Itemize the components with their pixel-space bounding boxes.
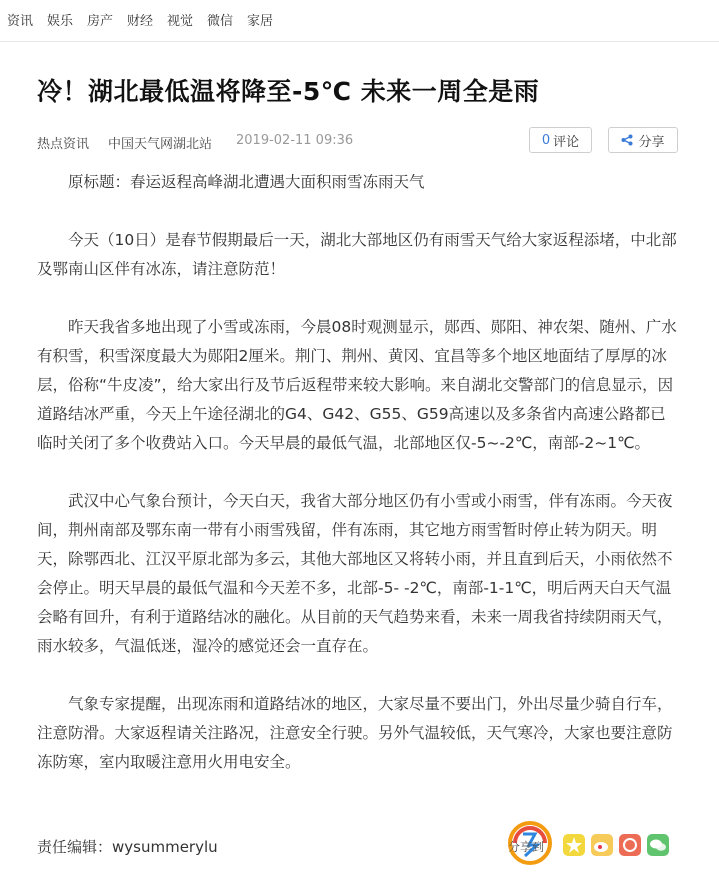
weibo-icon[interactable] [591,834,613,856]
share-label: 分享 [638,134,665,150]
article-source[interactable]: 中国天气网湖北站 [108,137,213,152]
share-button[interactable] [608,127,678,153]
paragraph-original-title: 原标题：春运返程高峰湖北遭遇大面积雨雪冻雨天气 [68,173,425,191]
responsible-editor: 责任编辑：wysummerylu [37,838,218,856]
article-date: 2019-02-11 09:36 [236,133,354,148]
article-body [37,168,679,806]
nav-item-entertainment[interactable]: 娱乐 [47,14,74,29]
share-icon [621,134,633,146]
paragraph: 气象专家提醒，出现冻雨和道路结冰的地区，大家尽量不要出门，外出尽量少骑自行车，注意防滑。大家返程请关注路况，注意安全行驶。另外气温较低，天气寒冷，大家也要注意防冻防寒，室内取暖注意用火用电安全。 [37,695,673,771]
top-nav [0,0,719,42]
paragraph: 今天（10日）是春节假期最后一天，湖北大部地区仍有雨雪天气给大家返程添堵，中北部及鄂南山区伴有冰冻，请注意防范！ [37,231,677,278]
comment-button[interactable] [529,127,592,153]
nav-item-finance[interactable]: 财经 [127,14,154,29]
share-to-label: 分享到 [508,840,545,854]
nav-item-news[interactable]: 资讯 [7,14,34,29]
paragraph: 昨天我省多地出现了小雪或冻雨，今晨08时观测显示，郧西、郧阳、神农架、随州、广水有积雪，积雪深度最大为郧阳2厘米。荆门、荆州、黄冈、宜昌等多个地区地面结了厚厚的冰层，俗称“牛皮凌”，给大家出行及节后返程带来较大影响。来自湖北交警部门的信息显示，因道路结冰严重，今天上午途径湖北的G4、G42、G55、G59高速以及多条省内高速公路都已临时关闭了多个收费站入口。今天早晨的最低气温，北部地区仅-5~-2℃，南部-2~1℃。 [37,318,677,452]
nav-item-wechat[interactable]: 微信 [207,14,234,29]
wechat-icon[interactable] [647,834,669,856]
nav-item-home[interactable]: 家居 [247,14,274,29]
comment-count: 0 [541,132,551,148]
renren-icon[interactable] [619,834,641,856]
comment-label: 评论 [553,134,580,150]
qzone-icon[interactable] [563,834,585,856]
nav-item-realestate[interactable]: 房产 [87,14,114,29]
nav-item-visual[interactable]: 视觉 [167,14,194,29]
paragraph: 武汉中心气象台预计，今天白天，我省大部分地区仍有小雪或小雨雪，伴有冻雨。今天夜间，荆州南部及鄂东南一带有小雨雪残留，伴有冻雨，其它地方雨雪暂时停止转为阴天。明天，除鄂西北、江汉平原北部为多云，其他大部地区又将转小雨，并且直到后天，小雨依然不会停止。明天早晨的最低气温和今天差不多，北部-5- -2℃，南部-1-1℃，明后两天白天气温会略有回升，有利于道路结冰的融化。从目前的天气趋势来看，未来一周我省持续阴雨天气，雨水较多，气温低迷，湿冷的感觉还会一直存在。 [37,492,673,655]
article-category[interactable]: 热点资讯 [37,137,90,152]
article-title: 冷！湖北最低温将降至-5℃ 未来一周全是雨 [37,77,540,106]
